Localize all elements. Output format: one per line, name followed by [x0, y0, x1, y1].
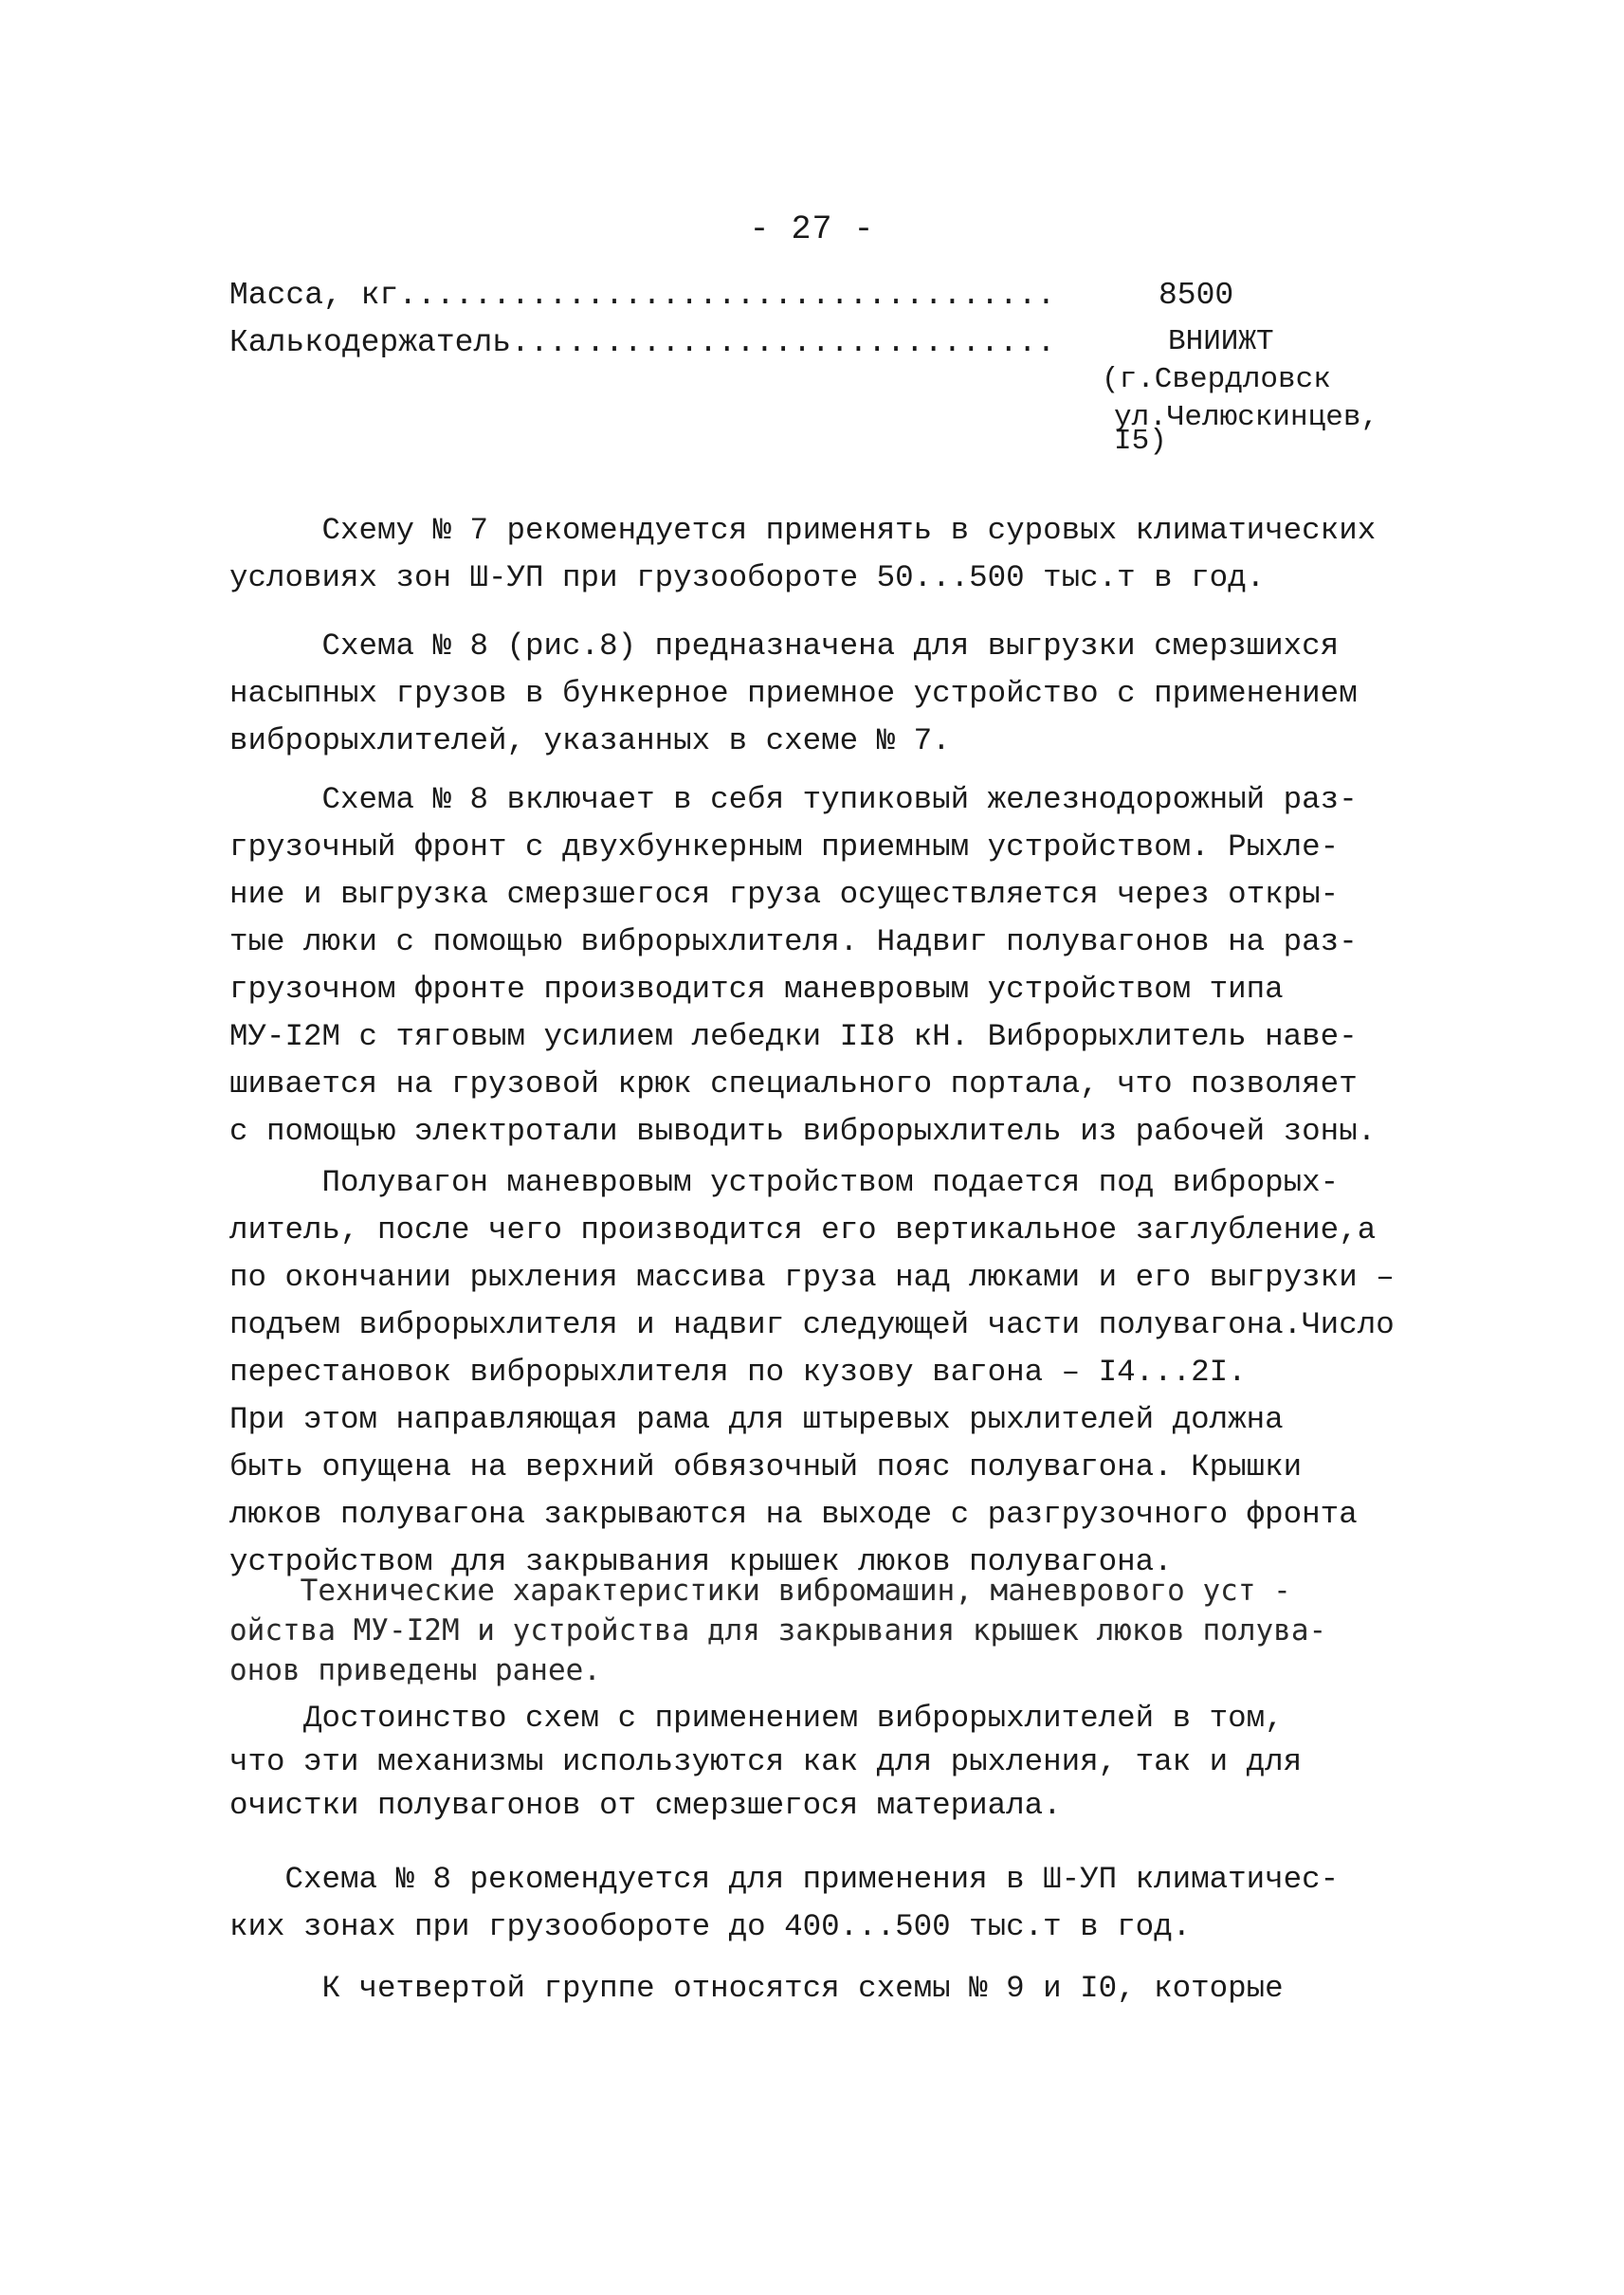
text-line: Технические характеристики вибромашин, маневрового уст - [229, 1574, 1291, 1608]
text-line: быть опущена на верхний обвязочный пояс полувагона. Крышки [229, 1449, 1303, 1484]
text-line: условиях зон Ш-УП при грузообороте 50...500 тыс.т в год. [229, 560, 1266, 595]
holder-line: ВНИИЖТ [1168, 325, 1274, 358]
text-line: очистки полувагонов от смерзшегося материала. [229, 1788, 1062, 1823]
paragraph [229, 507, 1424, 602]
holder-line: ул.Челюскинцев, [1114, 401, 1379, 434]
paragraph [229, 1965, 1424, 2013]
text-line: подъем виброрыхлителя и надвиг следующей части полувагона.Число [229, 1307, 1395, 1342]
mass-label: Масса, кг................................... [229, 278, 1056, 313]
text-line: грузочный фронт с двухбункерным приемным устройством. Рыхле- [229, 829, 1340, 865]
holder-line: (г.Свердловск [1102, 363, 1331, 396]
text-line: При этом направляющая рама для штыревых рыхлителей должна [229, 1402, 1284, 1437]
paragraph [229, 1159, 1424, 1586]
text-line: МУ-I2M с тяговым усилием лебедки II8 кН. Виброрыхлитель наве- [229, 1019, 1358, 1054]
text-line: Схема № 8 рекомендуется для применения в Ш-УП климатичес- [229, 1862, 1340, 1897]
text-line: что эти механизмы используются как для рыхления, так и для [229, 1744, 1303, 1779]
text-line: тые люки с помощью виброрыхлителя. Надвиг полувагонов на раз- [229, 924, 1358, 959]
paragraph [229, 1697, 1424, 1828]
page-number: - 27 - [749, 210, 875, 248]
text-line: ких зонах при грузообороте до 400...500 тыс.т в год. [229, 1909, 1192, 1944]
mass-value: 8500 [1159, 278, 1234, 313]
text-line: Достоинство схем с применением виброрыхлителей в том, [229, 1701, 1284, 1736]
text-line: насыпных грузов в бункерное приемное устройство с применением [229, 676, 1358, 711]
text-line: ойства МУ-I2M и устройства для закрывания крышек люков полува- [229, 1613, 1327, 1648]
text-line: Схему № 7 рекомендуется применять в суровых климатических [229, 513, 1377, 548]
paragraph [229, 776, 1424, 1156]
paragraph [229, 623, 1424, 765]
text-line: шивается на грузовой крюк специального портала, что позволяет [229, 1066, 1358, 1102]
text-line: К четвертой группе относятся схемы № 9 и I0, которые [229, 1971, 1284, 2006]
text-line: грузочном фронте производится маневровым устройством типа [229, 972, 1284, 1007]
paragraph [229, 1571, 1424, 1690]
paragraph [229, 1856, 1424, 1951]
text-line: люков полувагона закрываются на выходе с разгрузочного фронта [229, 1497, 1358, 1532]
text-line: устройством для закрывания крышек люков полувагона. [229, 1544, 1173, 1579]
text-line: Схема № 8 (рис.8) предназначена для выгрузки смерзшихся [229, 628, 1340, 664]
text-line: с помощью электротали выводить виброрыхлитель из рабочей зоны. [229, 1114, 1377, 1149]
text-line: Схема № 8 включает в себя тупиковый железнодорожный раз- [229, 782, 1358, 817]
holder-line: I5) [1114, 425, 1167, 458]
text-line: по окончании рыхления массива груза над люками и его выгрузки – [229, 1260, 1395, 1295]
text-line: виброрыхлителей, указанных в схеме № 7. [229, 723, 951, 758]
text-line: онов приведены ранее. [229, 1653, 601, 1687]
holder-label: Калькодержатель............................. [229, 325, 1056, 360]
text-line: литель, после чего производится его вертикальное заглубление,а [229, 1212, 1377, 1248]
text-line: перестановок виброрыхлителя по кузову вагона – I4...2I. [229, 1355, 1247, 1390]
text-line: Полувагон маневровым устройством подается под виброрых- [229, 1165, 1340, 1200]
text-line: ние и выгрузка смерзшегося груза осуществляется через откры- [229, 877, 1340, 912]
